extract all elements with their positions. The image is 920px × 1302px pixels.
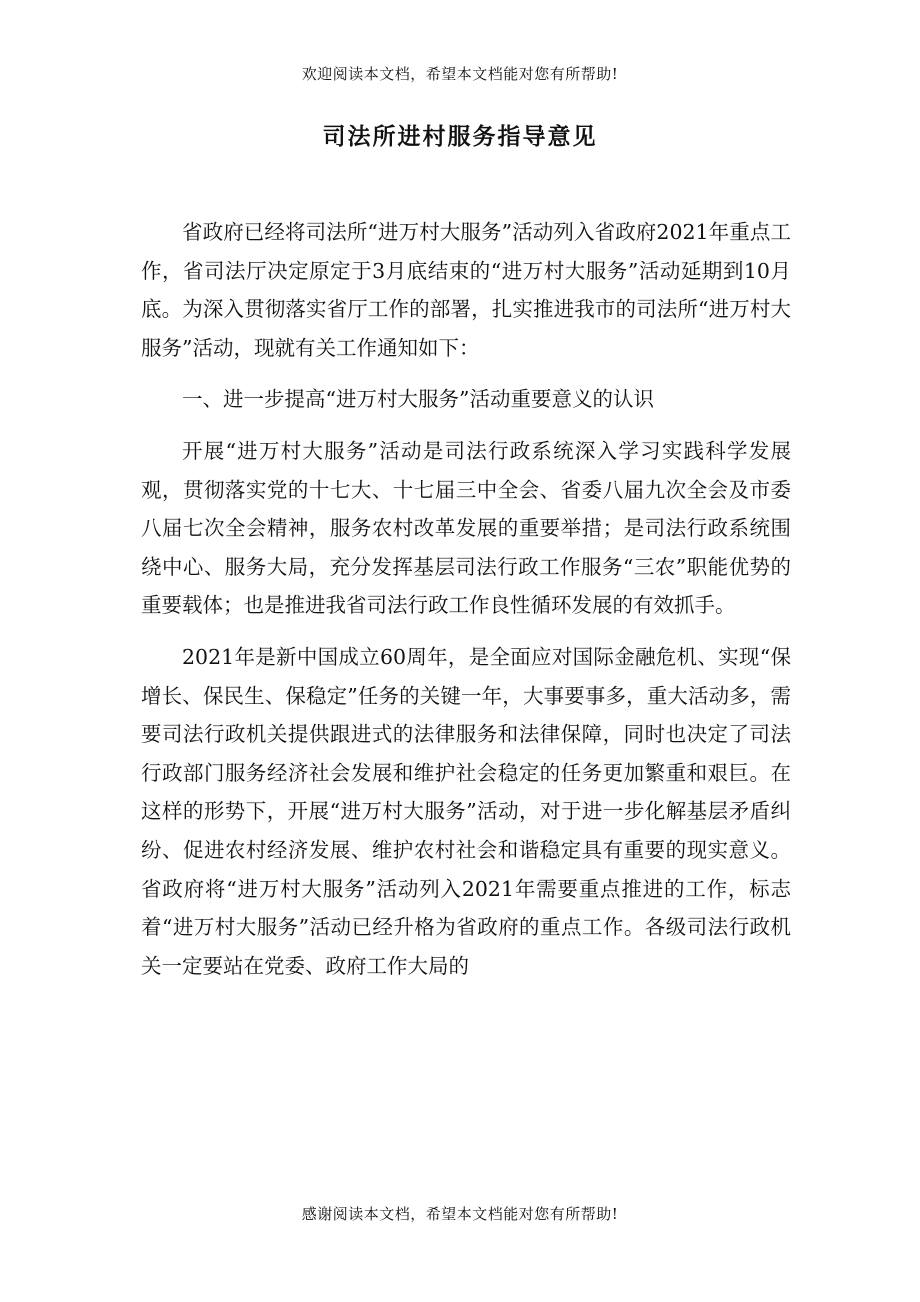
header-note: 欢迎阅读本文档，希望本文档能对您有所帮助! [301, 65, 619, 83]
paragraph-context-2021: 2021年是新中国成立60周年，是全面应对国际金融危机、实现“保增长、保民生、保稳定”任务的关键一年，大事要事多，重大活动多，需要司法行政机关提供跟进式的法律服务和法律保障，同时也决定了司法行政部门服务经济社会发展和维护社会稳定的任务更加繁重和艰巨。在这样的形势下，开展“进万村大服务”活动，对于进一步化解基层矛盾纠纷、促进农村经济发展、维护农村社会和谐稳定具有重要的现实意义。省政府将“进万村大服务”活动列入2021年需要重点推进的工作，标志着“进万村大服务”活动已经升格为省政府的重点工作。各级司法行政机关一定要站在党委、政府工作大局的 [141, 644, 791, 978]
document-title: 司法所进村服务指导意见 [322, 123, 598, 150]
section-heading-1: 一、进一步提高“进万村大服务”活动重要意义的认识 [182, 387, 654, 412]
paragraph-intro: 省政府已经将司法所“进万村大服务”活动列入省政府2021年重点工作，省司法厅决定原定于3月底结束的“进万村大服务”活动延期到10月底。为深入贯彻落实省厅工作的部署，扎实推进我市的司法所“进万村大服务”活动，现就有关工作通知如下： [141, 220, 791, 360]
footer-note: 感谢阅读本文档，希望本文档能对您有所帮助! [301, 1205, 619, 1223]
paragraph-significance: 开展“进万村大服务”活动是司法行政系统深入学习实践科学发展观，贯彻落实党的十七大、十七届三中全会、省委八届九次全会及市委八届七次全会精神，服务农村改革发展的重要举措；是司法行政系统围绕中心、服务大局，充分发挥基层司法行政工作服务“三农”职能优势的重要载体；也是推进我省司法行政工作良性循环发展的有效抓手。 [141, 438, 791, 618]
document-body [141, 213, 791, 998]
